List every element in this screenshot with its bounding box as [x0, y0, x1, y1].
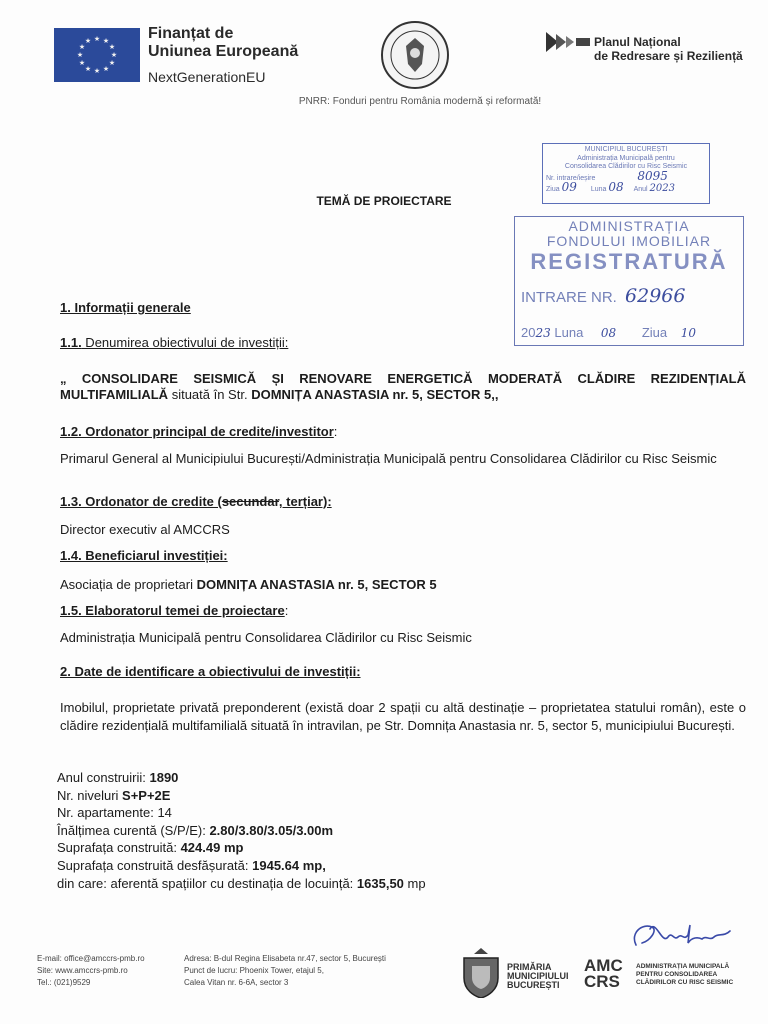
section-1-4-heading: 1.4. Beneficiarul investiției: [60, 548, 228, 563]
pmb-title: PRIMĂRIA MUNICIPIULUI BUCUREȘTI [507, 962, 569, 990]
section-1-2-heading: 1.2. Ordonator principal de credite/investitor: [60, 424, 338, 439]
svg-text:★: ★ [78, 43, 86, 51]
fact-apartments: Nr. apartamente: 14 [57, 805, 172, 821]
footer-email: E-mail: office@amccrs-pmb.ro [37, 954, 145, 963]
svg-text:★: ★ [76, 51, 84, 59]
stamp1-line-2: Administrația Municipală pentru [577, 154, 675, 162]
svg-text:★: ★ [110, 51, 118, 59]
objective-line-1: „ CONSOLIDARE SEISMICĂ ȘI RENOVARE ENERGETICĂ MODERATĂ CLĂDIRE REZIDENȚIALĂ [60, 371, 746, 386]
pnrr-title [594, 35, 743, 63]
svg-text:★: ★ [78, 59, 86, 67]
stamp2-entry-row: INTRARE NR. 62966 [521, 285, 686, 307]
svg-text:★: ★ [93, 67, 101, 75]
eu-funding-title [148, 25, 298, 61]
svg-text:★: ★ [93, 35, 101, 43]
document-title: TEMĂ DE PROIECTARE [316, 194, 452, 208]
stamp1-date-row: Ziua 09 Luna 08 Anul 2023 [546, 180, 675, 194]
svg-text:★: ★ [108, 43, 116, 51]
handwritten-signature [628, 915, 738, 955]
stamp1-day-value: 09 [561, 180, 577, 194]
amccrs-title: ADMINISTRAȚIA MUNICIPALĂ PENTRU CONSOLIDAREA CLĂDIRILOR CU RISC SEISMIC [636, 963, 734, 986]
svg-text:★: ★ [84, 37, 92, 45]
section-1-3-heading: 1.3. Ordonator de credite (secundar, terțiar): [60, 494, 332, 509]
section-1-heading: 1. Informații generale [60, 300, 191, 315]
section-1-5-text: Administrația Municipală pentru Consolidarea Clădirilor cu Risc Seismic [60, 630, 472, 645]
section-2-text: Imobilul, proprietate privată preponderent (există doar 2 spații cu altă destinație – proprietatea statului român), este o clădire rezidențială multifamilială situată în intravilan, pe Str. Domnița Anastasia nr. 5, sector 5, municipiului București. [60, 700, 746, 733]
eu-title-line-1: Finanțat de [148, 25, 234, 42]
fact-total-area: Suprafața construită desfășurată: 1945.64 mp, [57, 857, 326, 873]
investment-objective [60, 371, 746, 403]
stamp1-line-1: MUNICIPIUL BUCUREȘTI [584, 146, 668, 153]
stamp2-entry-number: 62966 [625, 285, 686, 307]
pnrr-arrow-logo [546, 30, 592, 54]
eu-flag-logo [54, 28, 140, 82]
svg-text:★: ★ [84, 65, 92, 73]
footer-contact [37, 953, 145, 989]
stamp2-year-value: 23 [535, 326, 551, 340]
objective-line-2: MULTIFAMILIALĂ situată în Str. DOMNIȚA ANASTASIA nr. 5, SECTOR 5,, [60, 387, 499, 402]
building-facts [57, 769, 426, 892]
stamp2-month-value: 08 [600, 326, 617, 340]
section-1-4-text: Asociația de proprietari DOMNIȚA ANASTASIA nr. 5, SECTOR 5 [60, 577, 437, 592]
section-1-1-heading: 1.1. Denumirea obiectivului de investiții: [60, 335, 289, 350]
section-1-3-text: Director executiv al AMCCRS [60, 522, 230, 537]
government-seal [380, 20, 450, 90]
registry-stamp-afi [514, 216, 744, 346]
eu-title-line-2: Uniunea Europeană [148, 43, 299, 60]
stamp2-day-value: 10 [680, 326, 697, 340]
pnrr-line-2: de Redresare și Reziliență [594, 49, 743, 63]
footer-site: Site: www.amccrs-pmb.ro [37, 966, 128, 975]
footer-address: Adresa: B-dul Regina Elisabeta nr.47, sector 5, București Punct de lucru: Phoenix Tower, etajul 5, Calea Vitan nr. 6-6A, sector 3 [184, 954, 386, 987]
fact-year: Anul construirii: 1890 [57, 770, 179, 785]
fact-height: Înălțimea curentă (S/P/E): 2.80/3.80/3.05/3.00m [57, 822, 334, 838]
stamp2-line-2: FONDULUI IMOBILIAR [546, 233, 712, 249]
svg-text:★: ★ [108, 59, 116, 67]
stamp1-month-value: 08 [608, 180, 624, 194]
stamp1-year-value: 2023 [649, 183, 675, 194]
fact-residential-area: din care: aferentă spațiilor cu destinația de locuință: 1635,50 mp [57, 875, 426, 891]
footer-phone: Tel.: (021)9529 [37, 978, 91, 987]
svg-text:★: ★ [102, 65, 110, 73]
svg-text:★: ★ [102, 37, 110, 45]
eu-subtitle: NextGenerationEU [148, 69, 266, 85]
stamp1-number-row: Nr. intrare/ieșire 8095 [546, 168, 668, 183]
section-1-2-text: Primarul General al Municipiului București/Administrația Municipală pentru Consolidarea Clădirilor cu Risc Seismic [60, 451, 717, 466]
stamp1-line-3: Consolidarea Clădirilor cu Risc Seismic [564, 163, 688, 170]
stamp2-line-3: REGISTRATURĂ [530, 249, 728, 274]
fact-levels: Nr. niveluri S+P+2E [57, 787, 171, 803]
fact-built-area: Suprafața construită: 424.49 mp [57, 840, 244, 856]
stamp2-line-1: ADMINISTRAȚIA [568, 218, 690, 234]
bucharest-crest-logo [460, 948, 502, 998]
stamp1-number-value: 8095 [637, 168, 668, 183]
pnrr-tagline: PNRR: Fonduri pentru România modernă și reformată! [298, 96, 542, 107]
section-1-5-heading: 1.5. Elaboratorul temei de proiectare: [60, 603, 289, 618]
section-2-heading: 2. Date de identificare a obiectivului de investiții: [60, 664, 361, 679]
stamp2-date-row: 2023 Luna 08 Ziua 10 [521, 325, 697, 340]
pnrr-line-1: Planul Național [594, 35, 681, 49]
amccrs-logo: AMC CRS [584, 956, 623, 991]
